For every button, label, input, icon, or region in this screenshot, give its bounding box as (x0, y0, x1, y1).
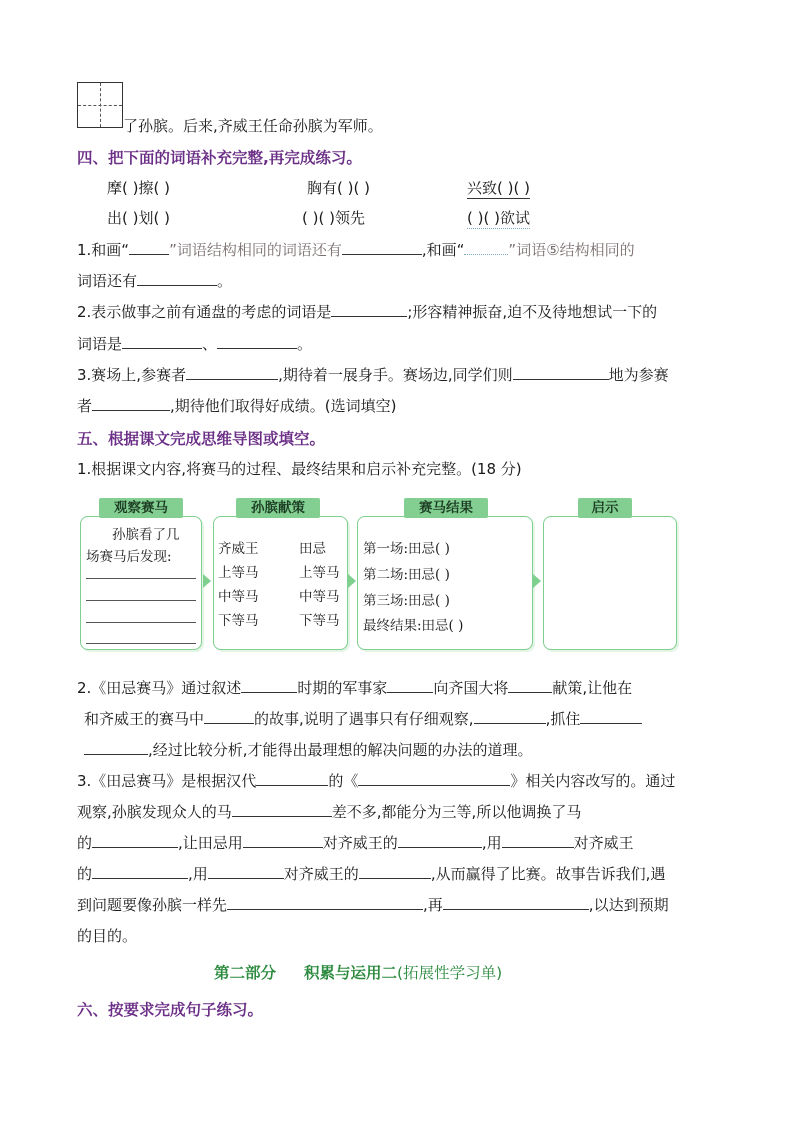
observe-line-2[interactable] (86, 600, 196, 601)
q5-sentence-2b: 和齐威王的赛马中 的故事,说明了遇事只有仔细观察, ,抓住 (84, 708, 642, 729)
advise-row-1-right: 田忌 (299, 541, 326, 557)
blank[interactable] (92, 863, 188, 879)
blank[interactable] (331, 301, 407, 317)
q5-sentence-3e: 到问题要像孙膑一样先 ,再 ,以达到预期 (77, 896, 669, 914)
blank[interactable] (443, 894, 589, 910)
blank[interactable] (256, 770, 328, 786)
q5-sentence-1: 1.根据课文内容,将赛马的过程、最终结果和启示补充完整。(18 分) (77, 460, 522, 478)
section-4-title: 四、把下面的词语补充完整,再完成练习。 (77, 149, 362, 167)
advise-row-1-left: 齐威王 (218, 541, 259, 557)
q5-sentence-3: 3.《田忌赛马》是根据汉代 的《 》相关内容改写的。通过 (77, 772, 676, 790)
blank[interactable] (122, 333, 202, 349)
blank[interactable] (241, 677, 297, 693)
advise-row-3-left: 中等马 (218, 589, 259, 605)
part-2-heading: 第二部分 积累与运用二(拓展性学习单) (214, 964, 503, 982)
blank[interactable] (217, 333, 297, 349)
result-tag: 赛马结果 (404, 498, 488, 518)
blank[interactable] (227, 894, 423, 910)
blank[interactable] (129, 239, 169, 255)
blank[interactable] (342, 239, 422, 255)
arrow-icon (348, 574, 356, 588)
result-row-1[interactable]: 第一场:田忌( ) (363, 541, 450, 557)
word-2[interactable]: 胸有( )( ) (307, 179, 370, 197)
blank[interactable] (508, 677, 552, 693)
q4-sentence-3b: 者 ,期待他们取得好成绩。(选词填空) (77, 397, 397, 415)
q5-sentence-2: 2.《田忌赛马》通过叙述 时期的军事家 向齐国大将 献策,让他在 (77, 679, 633, 697)
advise-row-4-left: 下等马 (218, 613, 259, 629)
word-6[interactable]: ( )( )欲试 (467, 209, 530, 227)
blank[interactable] (232, 801, 332, 817)
q4-sentence-2b: 词语是 、 。 (77, 335, 313, 353)
word-5[interactable]: ( )( )领先 (302, 209, 365, 227)
blank[interactable] (358, 770, 510, 786)
observe-line-1[interactable] (86, 578, 196, 579)
observe-text-1: 孙膑看了几 (112, 527, 180, 543)
observe-line-4[interactable] (86, 643, 196, 644)
blank[interactable] (464, 239, 508, 255)
section-6-title: 六、按要求完成句子练习。 (77, 1001, 264, 1019)
blank[interactable] (84, 739, 148, 755)
word-4[interactable]: 出( )划( ) (107, 209, 170, 227)
blank[interactable] (186, 364, 278, 380)
insight-tag: 启示 (578, 498, 632, 518)
observe-text-2: 场赛马后发现: (86, 549, 172, 565)
q5-sentence-3d: 的 ,用 对齐威王的 ,从而赢得了比赛。故事告诉我们,遇 (77, 865, 666, 883)
advise-row-3-right: 中等马 (299, 589, 340, 605)
blank[interactable] (92, 395, 170, 411)
blank[interactable] (137, 270, 217, 286)
result-row-3[interactable]: 第三场:田忌( ) (363, 593, 450, 609)
arrow-icon (533, 574, 541, 588)
blank[interactable] (359, 863, 431, 879)
blank[interactable] (398, 832, 482, 848)
blank[interactable] (208, 863, 284, 879)
blank[interactable] (387, 677, 433, 693)
blank[interactable] (204, 708, 254, 724)
blank[interactable] (580, 708, 642, 724)
word-3[interactable]: 兴致( )( ) (467, 179, 530, 197)
arrow-icon (203, 574, 211, 588)
insight-box[interactable] (543, 516, 677, 650)
advise-row-4-right: 下等马 (299, 613, 340, 629)
q5-sentence-3b: 观察,孙膑发现众人的马 差不多,都能分为三等,所以他调换了马 (77, 803, 582, 821)
q4-sentence-3: 3.赛场上,参赛者 ,期待着一展身手。赛场边,同学们则 地为参赛 (77, 366, 669, 384)
blank[interactable] (502, 832, 574, 848)
observe-line-3[interactable] (86, 622, 196, 623)
section-5-title: 五、根据课文完成思维导图或填空。 (77, 430, 326, 448)
result-row-4[interactable]: 最终结果:田忌( ) (363, 618, 464, 634)
writing-grid[interactable] (77, 82, 123, 128)
result-row-2[interactable]: 第二场:田忌( ) (363, 567, 450, 583)
blank[interactable] (474, 708, 546, 724)
advise-tag: 孙膑献策 (236, 498, 320, 518)
q5-sentence-3c: 的 ,让田忌用 对齐威王的 ,用 对齐威王 (77, 834, 634, 852)
blank[interactable] (92, 832, 178, 848)
blank[interactable] (243, 832, 323, 848)
observe-tag: 观察赛马 (99, 498, 183, 518)
advise-row-2-right: 上等马 (299, 565, 340, 581)
q4-sentence-1b: 词语还有 。 (77, 272, 233, 290)
word-1[interactable]: 摩( )擦( ) (107, 179, 170, 197)
q5-sentence-3f: 的目的。 (77, 927, 138, 945)
q4-sentence-1: 1.和画“ ”词语结构相同的词语还有 ,和画“ ”词语⑤结构相同的 (77, 241, 635, 259)
q4-sentence-2: 2.表示做事之前有通盘的考虑的词语是 ;形容精神振奋,迫不及待地想试一下的 (77, 303, 658, 321)
advise-row-2-left: 上等马 (218, 565, 259, 581)
blank[interactable] (513, 364, 609, 380)
q5-sentence-2c: ,经过比较分析,才能得出最理想的解决问题的办法的道理。 (84, 739, 533, 760)
top-line-text: 了孙膑。后来,齐威王任命孙膑为军师。 (123, 117, 383, 135)
